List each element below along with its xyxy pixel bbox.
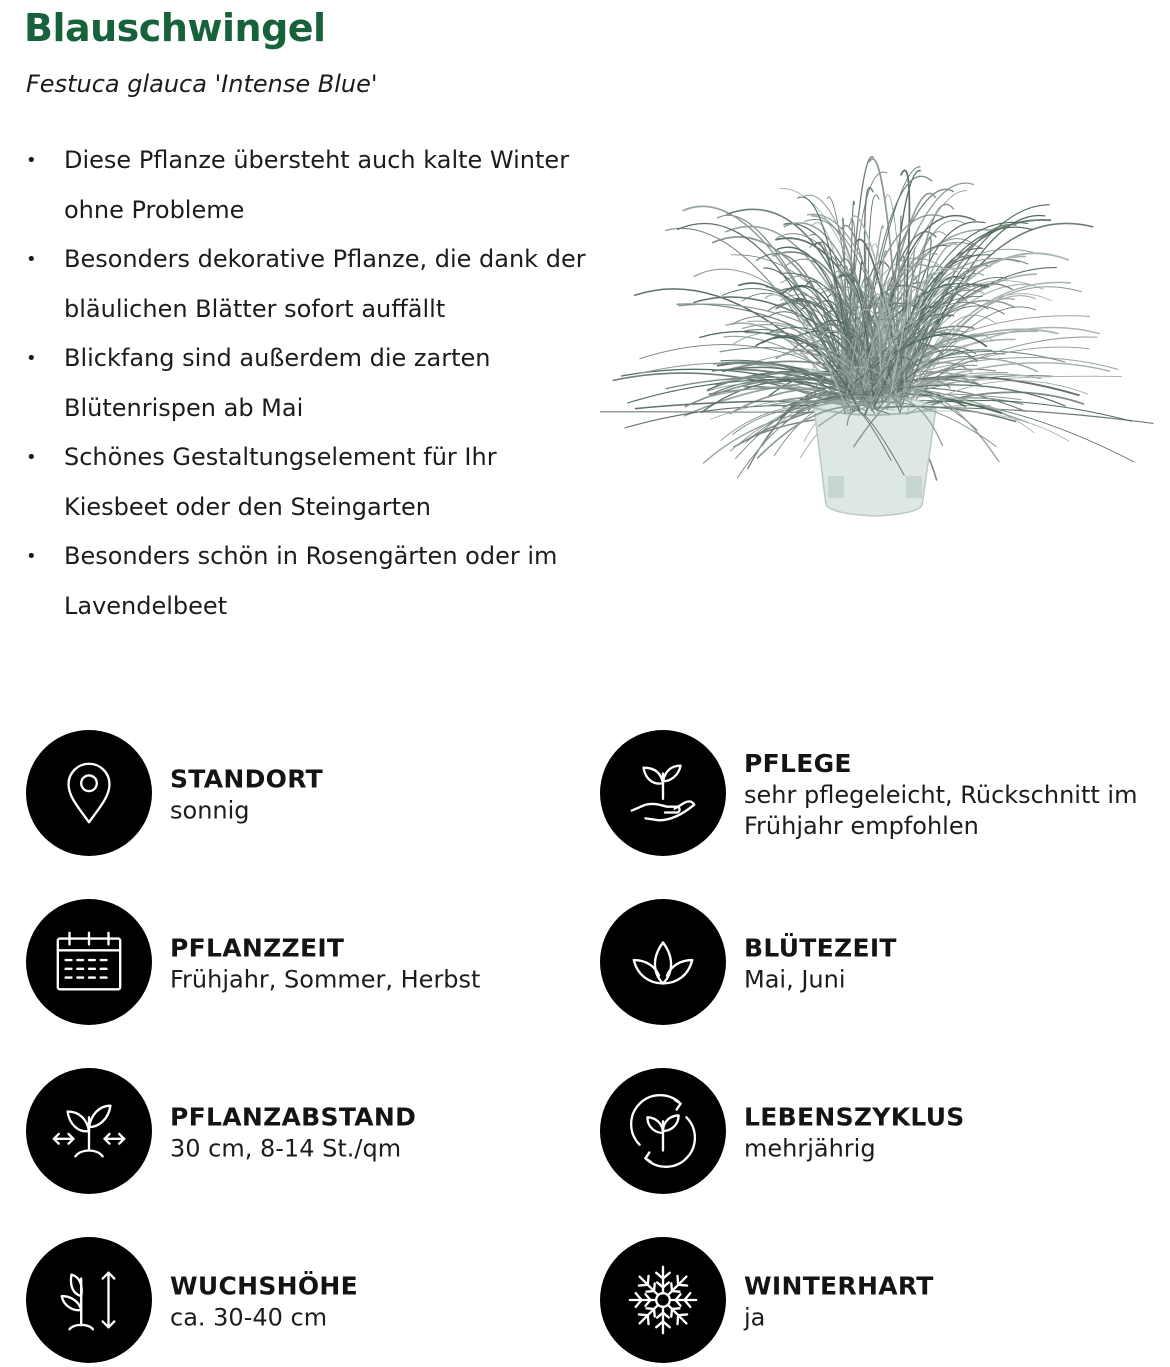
location-pin-icon xyxy=(26,730,152,856)
attribute-standort xyxy=(26,730,586,860)
attribute-value: ca. 30-40 cm xyxy=(170,1303,328,1332)
snowflake-icon xyxy=(600,1237,726,1363)
attribute-value: Mai, Juni xyxy=(744,965,846,994)
attribute-value: mehrjährig xyxy=(744,1134,876,1163)
attribute-bluetezeit xyxy=(600,899,1160,1029)
plant-spacing-icon xyxy=(26,1068,152,1194)
feature-item: • Blickfang sind außerdem die zarten Blütenrispen ab Mai xyxy=(26,334,596,433)
product-image xyxy=(600,110,1170,590)
attribute-value: sonnig xyxy=(170,796,250,825)
attribute-label: PFLANZZEIT xyxy=(170,933,345,963)
botanical-name: Festuca glauca 'Intense Blue' xyxy=(26,70,378,98)
attribute-pflege xyxy=(600,730,1160,860)
feature-item: • Besonders schön in Rosengärten oder im Lavendelbeet xyxy=(26,532,596,631)
attribute-lebenszyklus xyxy=(600,1068,1160,1198)
grass-blade xyxy=(900,407,1153,423)
attribute-label: PFLEGE xyxy=(744,749,852,778)
lotus-flower-icon xyxy=(600,899,726,1025)
plant-cycle-icon xyxy=(600,1068,726,1194)
attribute-value: 30 cm, 8-14 St./qm xyxy=(170,1134,402,1163)
plant-pot xyxy=(814,398,936,516)
attribute-winterhart xyxy=(600,1237,1160,1367)
attribute-pflanzzeit xyxy=(26,899,586,1029)
feature-list xyxy=(26,136,596,631)
attribute-pflanzabstand xyxy=(26,1068,586,1198)
attribute-value: Frühjahr, Sommer, Herbst xyxy=(170,965,481,994)
plant-height-icon xyxy=(26,1237,152,1363)
attribute-label: PFLANZABSTAND xyxy=(170,1102,417,1132)
calendar-icon xyxy=(26,899,152,1025)
product-title: Blauschwingel xyxy=(24,6,326,50)
attribute-label: WUCHSHÖHE xyxy=(170,1271,359,1301)
feature-item: • Schönes Gestaltungselement für Ihr Kiesbeet oder den Steingarten xyxy=(26,433,596,532)
attribute-value: ja xyxy=(744,1303,766,1332)
attribute-value: sehr pflegeleicht, Rückschnitt im Frühjahr empfohlen xyxy=(744,781,1138,840)
attribute-label: WINTERHART xyxy=(744,1271,934,1301)
attribute-label: BLÜTEZEIT xyxy=(744,933,897,963)
feature-item: • Besonders dekorative Pflanze, die dank der bläulichen Blätter sofort auffällt xyxy=(26,235,596,334)
attribute-wuchshoehe xyxy=(26,1237,586,1367)
attribute-label: STANDORT xyxy=(170,764,323,794)
feature-item: • Diese Pflanze übersteht auch kalte Winter ohne Probleme xyxy=(26,136,596,235)
attribute-label: LEBENSZYKLUS xyxy=(744,1102,965,1132)
sprout-in-hand-icon xyxy=(600,730,726,856)
